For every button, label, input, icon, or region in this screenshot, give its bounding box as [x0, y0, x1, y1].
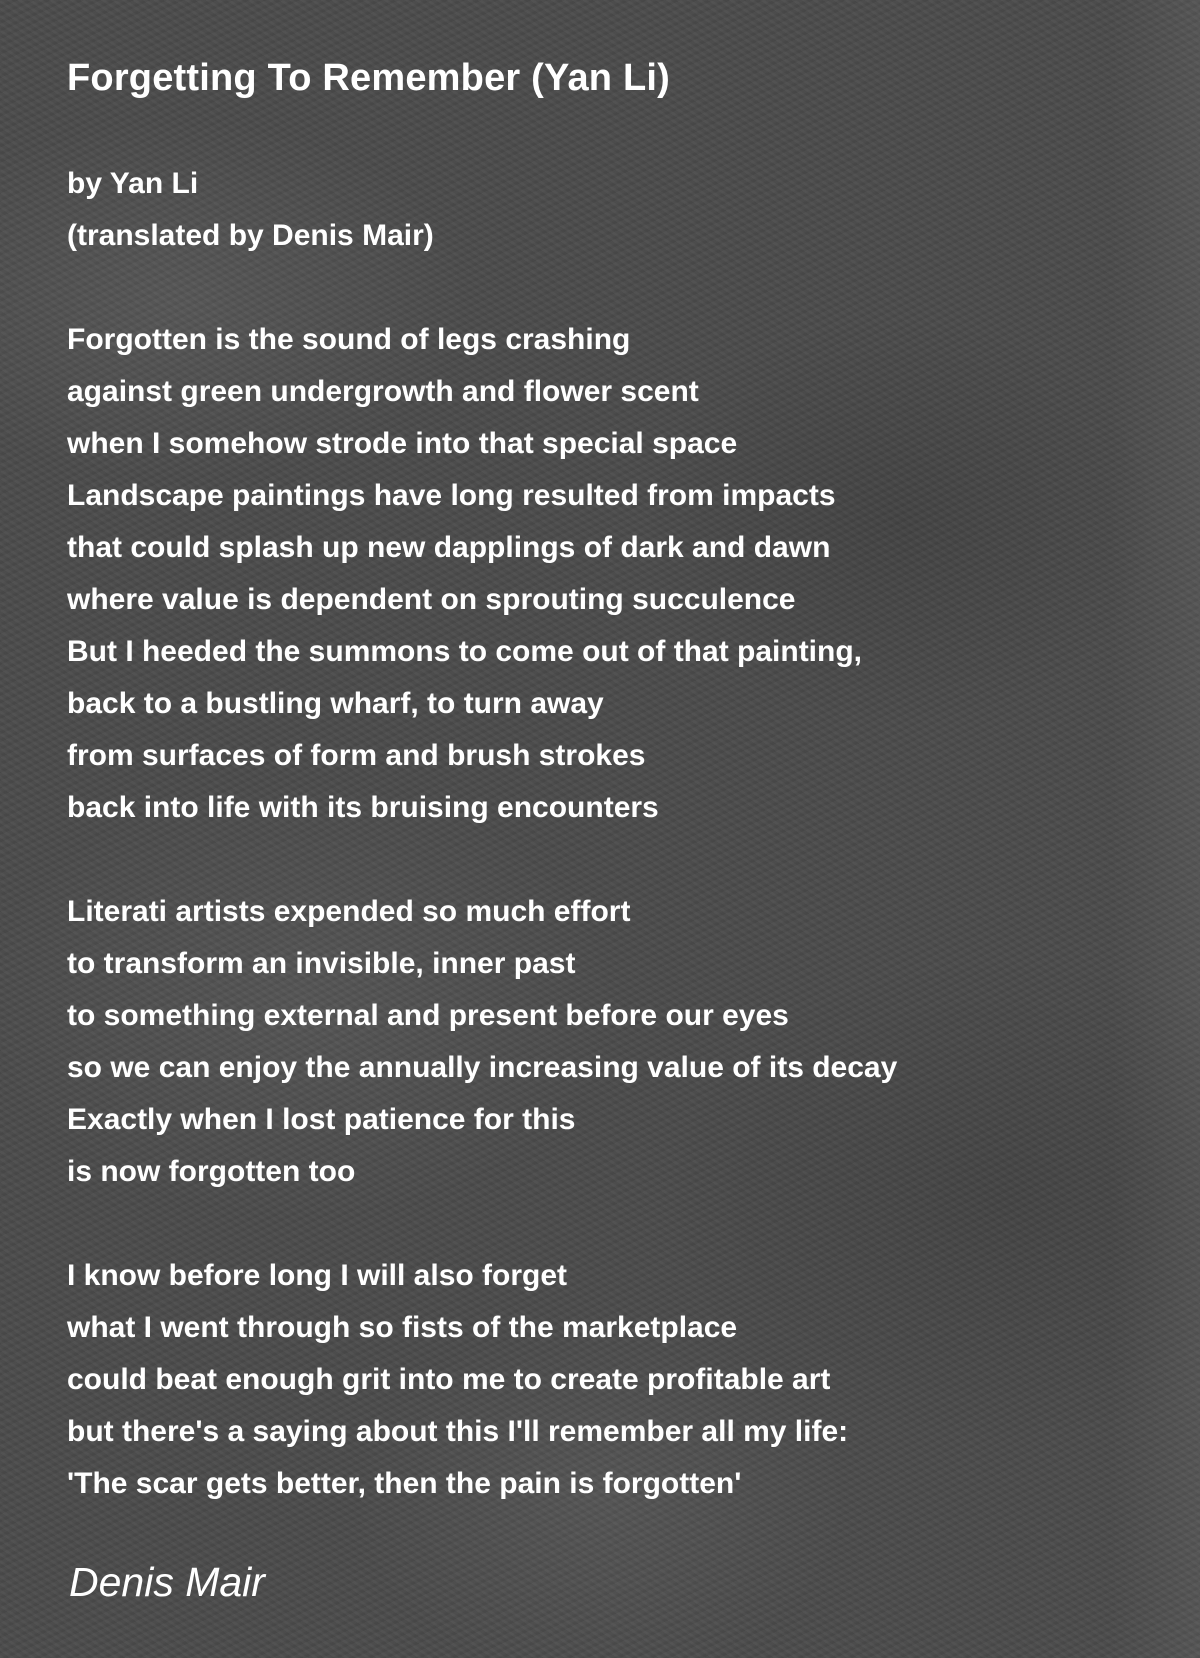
poem-line: from surfaces of form and brush strokes [67, 739, 646, 772]
poem-line: when I somehow strode into that special space [67, 427, 738, 460]
poem-line: that could splash up new dapplings of dark and dawn [67, 531, 831, 564]
byline [67, 158, 1127, 262]
poem-line: against green undergrowth and flower scent [67, 375, 699, 408]
poem-line: Landscape paintings have long resulted from impacts [67, 479, 836, 512]
poem-line: back to a bustling wharf, to turn away [67, 687, 604, 720]
poem-line: what I went through so fists of the marketplace [67, 1311, 738, 1344]
poem-content [67, 48, 1127, 1510]
poem-line: is now forgotten too [67, 1155, 356, 1188]
poem-line: I know before long I will also forget [67, 1259, 568, 1292]
byline-author: by Yan Li [67, 167, 199, 200]
author-signature: Denis Mair [69, 1559, 265, 1605]
poem-line: Exactly when I lost patience for this [67, 1103, 576, 1136]
poem-line: but there's a saying about this I'll remember all my life: [67, 1415, 849, 1448]
poem-line: back into life with its bruising encounters [67, 791, 659, 824]
poem-title: Forgetting To Remember (Yan Li) [67, 57, 670, 99]
poem-line: where value is dependent on sprouting succulence [67, 583, 796, 616]
poem-line: Forgotten is the sound of legs crashing [67, 323, 631, 356]
poem-line: Literati artists expended so much effort [67, 895, 631, 928]
poem-line: to transform an invisible, inner past [67, 947, 576, 980]
poem-line: But I heeded the summons to come out of that painting, [67, 635, 862, 668]
stanza-3 [67, 1250, 1127, 1510]
stanza-1 [67, 314, 1127, 834]
poem-line: 'The scar gets better, then the pain is forgotten' [67, 1467, 742, 1500]
poem-line: to something external and present before our eyes [67, 999, 789, 1032]
stanza-2 [67, 886, 1127, 1198]
poem-line: could beat enough grit into me to create profitable art [67, 1363, 831, 1396]
poem-line: so we can enjoy the annually increasing value of its decay [67, 1051, 898, 1084]
byline-translator: (translated by Denis Mair) [67, 219, 434, 252]
